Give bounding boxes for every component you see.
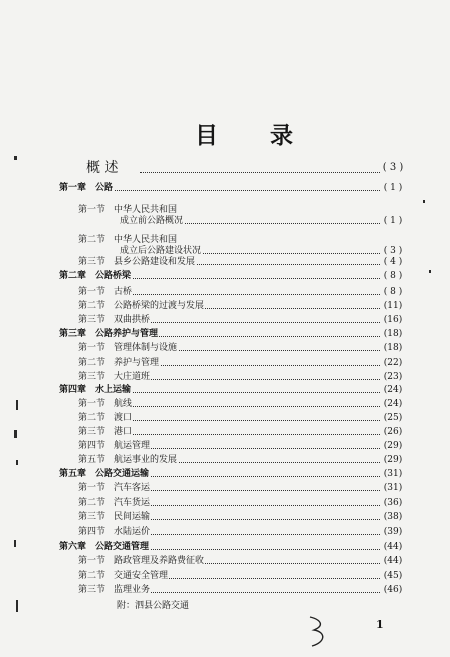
toc-entry-page: (25) (381, 412, 405, 424)
toc-section-row (0, 426, 450, 438)
toc-section-row (0, 584, 450, 596)
dot-leader (204, 300, 380, 309)
toc-section-row (0, 371, 450, 383)
scan-speck (14, 430, 17, 438)
toc-overview-label: 概 述 (86, 160, 119, 176)
toc-section-row (0, 570, 450, 582)
toc-entry-page: (31) (381, 468, 405, 480)
toc-entry-label: 第一节 汽车客运 (78, 483, 151, 493)
toc-section-row (0, 600, 450, 612)
toc-entry-page: (24) (381, 384, 405, 396)
toc-entry-page: ( 1 ) (381, 182, 405, 194)
dot-leader (177, 342, 380, 351)
toc-entry-page: ( 3 ) (381, 245, 405, 257)
toc-entry-label: 第一节 管理体制与设施 (78, 343, 178, 353)
dot-leader (149, 541, 380, 550)
toc-entry-page: (45) (381, 570, 405, 582)
toc-section-row (0, 440, 450, 452)
toc-entry-page: ( 1 ) (381, 215, 405, 227)
toc-entry-page: (18) (381, 342, 405, 354)
toc-entry-label: 第五节 航运事业的发展 (78, 455, 178, 465)
toc-entry-label: 第二节 汽车货运 (78, 498, 151, 508)
toc-entry-page: (31) (381, 482, 405, 494)
toc-entry-page: (29) (381, 454, 405, 466)
dot-leader (150, 371, 380, 380)
toc-entry-label: 第三节 大庄道班 (78, 372, 151, 382)
toc-entry-label: 第五章 公路交通运输 (59, 469, 150, 479)
toc-entry-page: (46) (381, 584, 405, 596)
toc-overview (0, 160, 450, 176)
toc-entry-page: (39) (381, 526, 405, 538)
toc-section-row (0, 526, 450, 538)
toc-section-row (0, 398, 450, 410)
toc-chapter-row (0, 384, 450, 396)
toc-entry-label: 第三节 县乡公路建设和发展 (78, 257, 196, 267)
toc-entry-label: 第三章 公路养护与管理 (59, 329, 159, 339)
toc-entry-page: (24) (381, 398, 405, 410)
toc-chapter-row (0, 182, 450, 194)
dot-leader (149, 468, 380, 477)
toc-entry-label: 成立前公路概况 (120, 216, 184, 226)
toc-entry-label: 第六章 公路交通管理 (59, 542, 150, 552)
toc-entry-label: 第一节 路政管理及养路费征收 (78, 556, 205, 566)
toc-chapter-row (0, 541, 450, 553)
dot-leader (183, 215, 380, 224)
toc-section-row (0, 454, 450, 466)
toc-section-row (0, 342, 450, 354)
toc-overview-page: ( 3 ) (382, 162, 404, 173)
scan-speck (14, 540, 16, 547)
dot-leader (177, 454, 380, 463)
dot-leader (150, 497, 380, 506)
dot-leader (150, 440, 380, 449)
dot-leader (131, 384, 380, 393)
dot-leader (131, 270, 380, 279)
scan-speck (16, 600, 18, 612)
handwritten-scribble-icon (300, 612, 340, 652)
toc-entry-page: (36) (381, 497, 405, 509)
dot-leader (168, 570, 380, 579)
dot-leader (195, 256, 380, 265)
toc-entry-label: 第三节 监理业务 (78, 585, 151, 595)
toc-section-row (0, 412, 450, 424)
toc-entry-page: (44) (381, 541, 405, 553)
toc-section-row (0, 300, 450, 312)
toc-entry-page: (38) (381, 511, 405, 523)
toc-entry-label: 第四节 航运管理 (78, 441, 151, 451)
toc-entry-label: 第三节 港口 (78, 427, 133, 437)
toc-entry-label: 第一节 中华人民共和国 (78, 205, 178, 215)
toc-chapter-row (0, 468, 450, 480)
dot-leader (204, 555, 380, 564)
dot-leader (150, 584, 380, 593)
toc-entry-label: 第三节 民间运输 (78, 512, 151, 522)
page-title: 目 录 (195, 123, 316, 149)
toc-entry-page: (22) (381, 357, 405, 369)
toc-section-row (0, 497, 450, 509)
scan-speck (14, 156, 17, 160)
scan-speck (16, 460, 18, 465)
scan-speck (16, 400, 18, 410)
toc-entry-label: 第三节 双曲拱桥 (78, 315, 151, 325)
dot-leader (132, 412, 380, 421)
page-number: 1 (376, 618, 384, 631)
toc-entry-label: 第二章 公路桥梁 (59, 271, 132, 281)
toc-entry-page: (23) (381, 371, 405, 383)
dot-leader (150, 482, 380, 491)
dot-leader (113, 182, 380, 191)
dot-leader (150, 314, 380, 323)
toc-section-row (0, 357, 450, 369)
toc-section-row (0, 555, 450, 567)
toc-entry-page: (16) (381, 314, 405, 326)
toc-entry-page: ( 4 ) (381, 256, 405, 268)
toc-entry-page: (44) (381, 555, 405, 567)
scan-speck (429, 270, 431, 273)
toc-entry-page: (26) (381, 426, 405, 438)
toc-section-row (0, 256, 450, 268)
toc-entry-label: 第四章 水上运输 (59, 385, 132, 395)
toc-section-row (0, 314, 450, 326)
toc-entry-page: (11) (381, 300, 405, 312)
scan-speck (423, 200, 425, 203)
toc-entry-label: 第一节 古桥 (78, 287, 133, 297)
toc-section-row (0, 286, 450, 298)
dot-leader (159, 357, 380, 366)
toc-entry-label: 第二节 养护与管理 (78, 358, 160, 368)
toc-entry-label: 第二节 交通安全管理 (78, 571, 169, 581)
toc-entry-label: 第一章 公路 (59, 183, 114, 193)
toc-entry-label: 第二节 渡口 (78, 413, 133, 423)
dot-leader (158, 328, 380, 337)
toc-chapter-row (0, 270, 450, 282)
toc-entry-label: 成立后公路建设状况 (120, 246, 202, 256)
toc-entry-label: 第四节 水陆运价 (78, 527, 151, 537)
toc-entry-page: (29) (381, 440, 405, 452)
toc-section-row (0, 215, 450, 227)
toc-entry-page: (18) (381, 328, 405, 340)
dot-leader (201, 245, 380, 254)
toc-entry-page: ( 8 ) (381, 286, 405, 298)
toc-entry-label: 第一节 航线 (78, 399, 133, 409)
toc-chapter-row (0, 328, 450, 340)
dot-leader (132, 426, 380, 435)
toc-section-row (0, 482, 450, 494)
toc-section-row (0, 511, 450, 523)
dot-leader (132, 286, 380, 295)
dot-leader (150, 526, 380, 535)
toc-entry-label: 附：泗县公路交通 (117, 601, 190, 611)
toc-entry-page: ( 8 ) (381, 270, 405, 282)
toc-entry-label: 第二节 公路桥梁的过渡与发展 (78, 301, 205, 311)
dot-leader (150, 511, 380, 520)
toc-entry-label: 第二节 中华人民共和国 (78, 235, 178, 245)
dot-leader (140, 160, 380, 173)
dot-leader (132, 398, 380, 407)
